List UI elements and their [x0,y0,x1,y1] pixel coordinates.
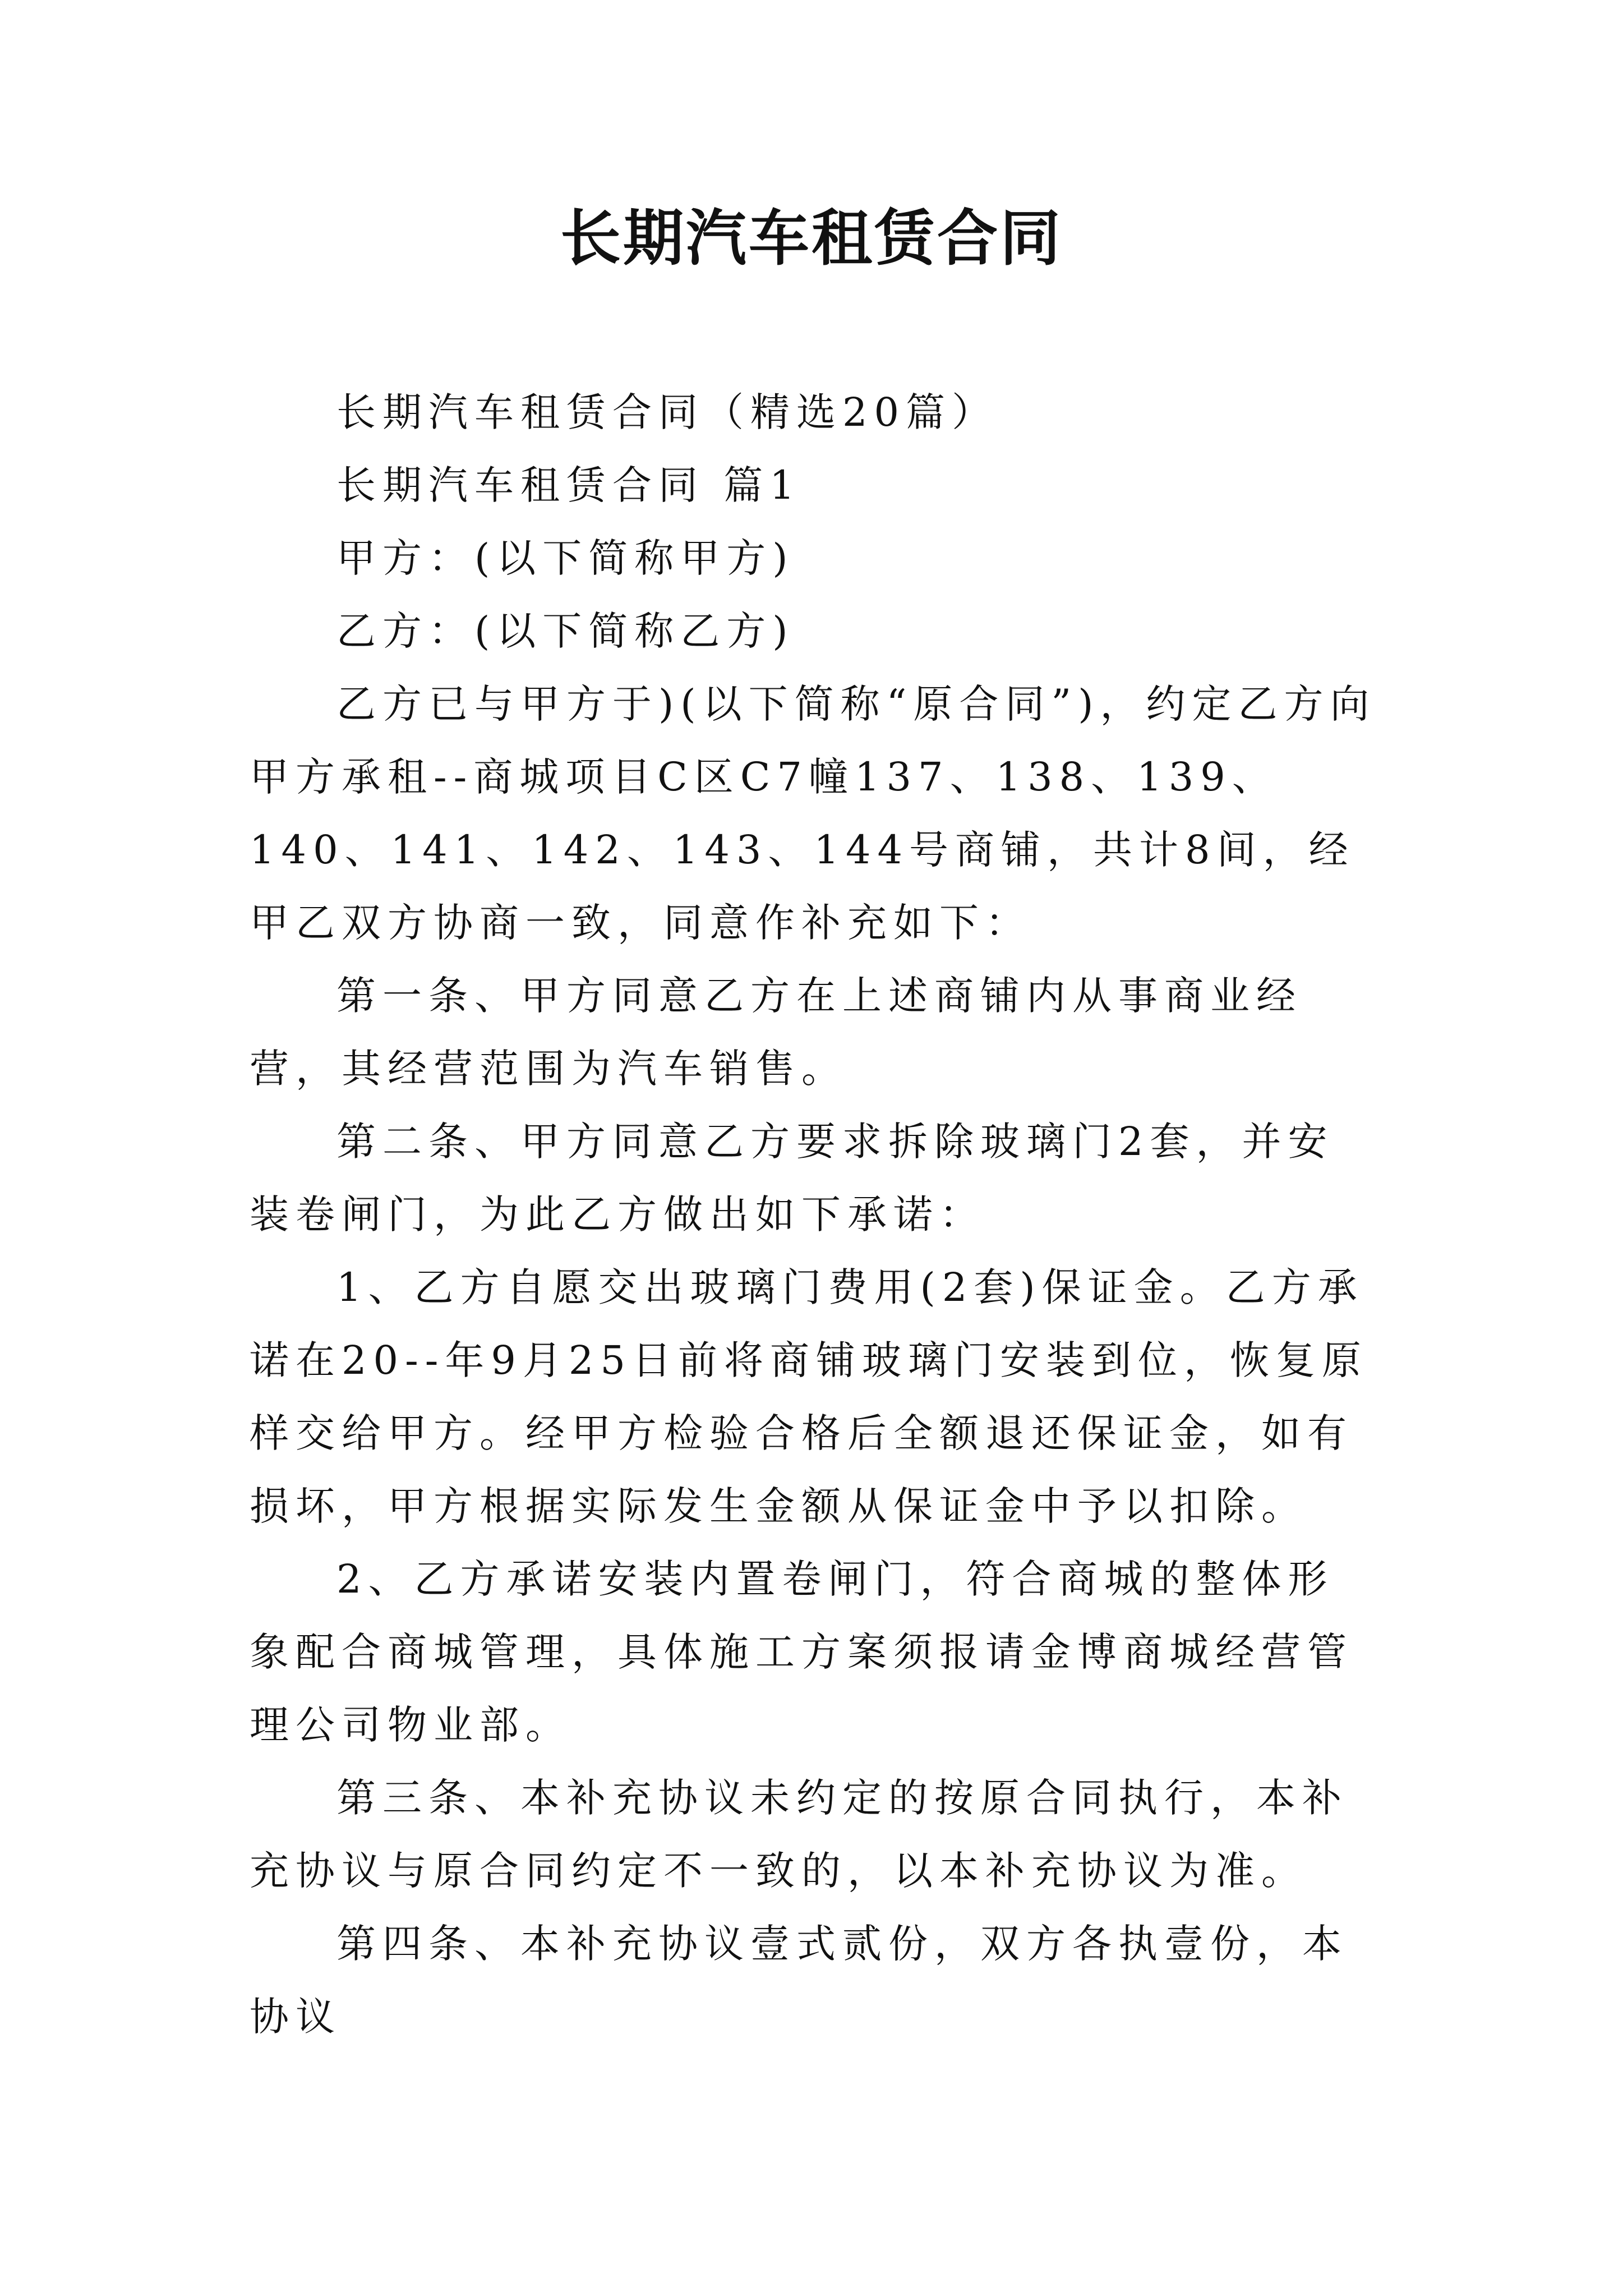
paragraph-party-a: 甲方：(以下简称甲方) [336,535,795,581]
paragraph-clause-2: 2、乙方承诺安装内置卷闸门，符合商城的整体形象配合商城管理，具体施工方案须报请金博商城经营管理公司物业部。 [250,1556,1353,1748]
document-body [250,376,1377,2053]
paragraph-party-b: 乙方：(以下简称乙方) [336,608,795,654]
paragraph-subtitle: 长期汽车租赁合同（精选20篇） [336,389,998,435]
paragraph-article-4: 第四条、本补充协议壹式贰份，双方各执壹份，本协议 [250,1921,1348,2040]
paragraph-preamble: 乙方已与甲方于)(以下简称“原合同”)，约定乙方向甲方承租--商城项目C区C7幢137、138、139、140、141、142、143、144号商铺，共计8间，经甲乙双方协商一致，同意作补充如下： [250,681,1376,946]
document-title: 长期汽车租赁合同 [560,203,1063,274]
paragraph-clause-1: 1、乙方自愿交出玻璃门费用(2套)保证金。乙方承诺在20--年9月25日前将商铺玻璃门安装到位，恢复原样交给甲方。经甲方检验合格后全额退还保证金，如有损坏，甲方根据实际发生金额从保证金中予以扣除。 [250,1264,1368,1529]
paragraph-article-3: 第三条、本补充协议未约定的按原合同执行，本补充协议与原合同约定不一致的，以本补充协议为准。 [250,1775,1348,1894]
paragraph-article-2: 第二条、甲方同意乙方要求拆除玻璃门2套，并安装卷闸门，为此乙方做出如下承诺： [250,1119,1334,1237]
paragraph-section-heading: 长期汽车租赁合同 篇1 [336,462,801,508]
paragraph-article-1: 第一条、甲方同意乙方在上述商铺内从事商业经营，其经营范围为汽车销售。 [250,973,1302,1092]
